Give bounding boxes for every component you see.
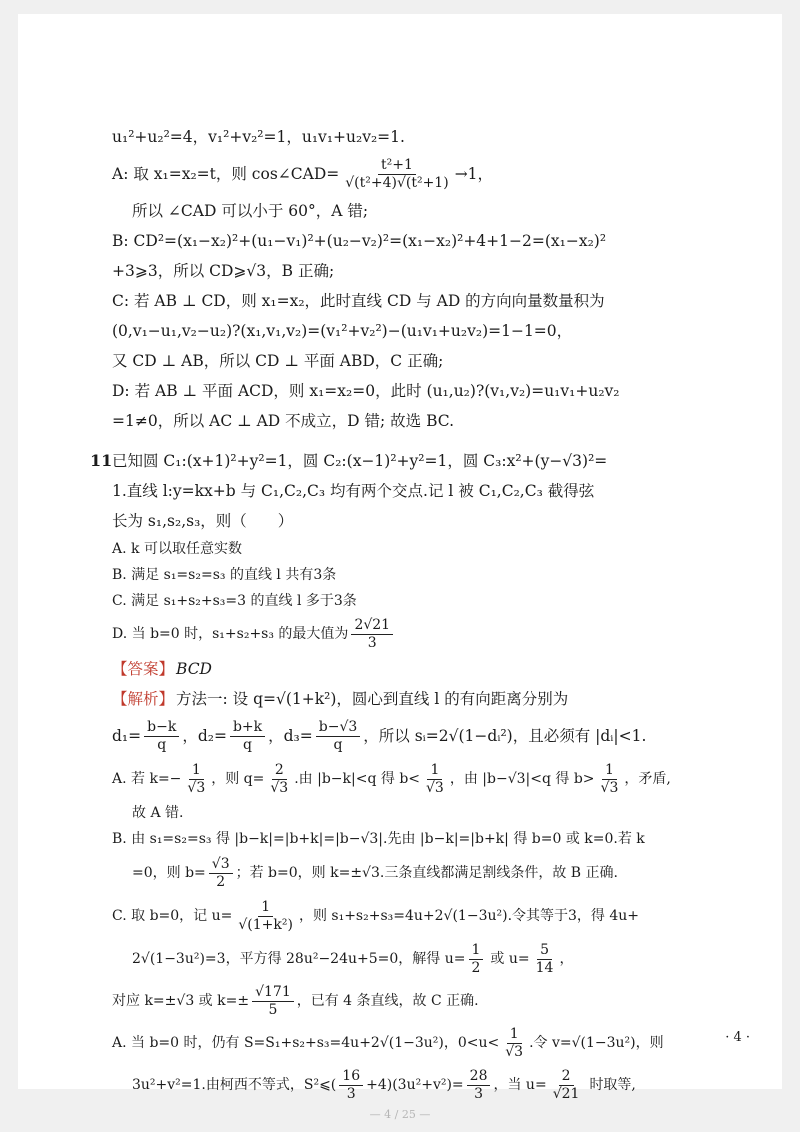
text-line: +3⩾3，所以 CD⩾√3，B 正确;	[112, 261, 335, 280]
fraction: $\frac{b-√3}{q}$	[316, 719, 361, 752]
fraction: $\frac{28}{3}$	[467, 1068, 491, 1101]
option-a: A. k 可以取任意实数	[112, 540, 242, 557]
option-d: D. 当 b=0 时，s₁+s₂+s₃ 的最大值为 $\frac{2√21}{3}$	[112, 614, 712, 654]
fraction: $\frac{1}{√3}$	[426, 762, 444, 796]
fraction: $\frac{√3}{2}$	[209, 856, 233, 889]
analysis-tag: 【解析】	[112, 689, 175, 708]
text-line: 所以 ∠CAD 可以小于 60°，A 错;	[132, 201, 369, 220]
fraction: $\frac{5}{14}$	[535, 942, 554, 976]
fraction: $\frac{b+k}{q}$	[230, 719, 265, 752]
analysis-line: C. 取 b=0，记 u= $\frac{1}{\text{√(1+k²)}}$ ，则 s₁+s₂+s₃=4u+2√(1−3u²).令其等于3，得 4u+	[112, 899, 640, 933]
answer-value: BCD	[176, 659, 212, 678]
question-stem: 长为 s₁,s₂,s₃，则（ ）	[112, 511, 294, 530]
page-number: · 4 ·	[725, 1030, 750, 1045]
text-line: A: 取 x₁=x₂=t，则 cos∠CAD= $\frac{\text{t²+1}}{\text{√(t²+4)√(t²+1)}}$ →1，	[112, 157, 494, 191]
fraction: $\frac{2√21}{3}$	[351, 617, 393, 650]
answer-line	[112, 654, 712, 684]
text-line: D: 若 AB ⊥ 平面 ACD，则 x₁=x₂=0，此时 (u₁,u₂)?(v₁,v₂)=u₁v₁+u₂v₂	[112, 381, 620, 400]
analysis-line: A. 若 k=− $\frac{1}{√3}$ ，则 q= $\frac{2}{√3}$ .由 |b−k|<q 得 b< $\frac{1}{√3}$ ，由 |b−√3|<q 得 b> $\frac{1}{√3}$ ，矛盾,	[112, 762, 671, 796]
fraction: $\frac{1}{2}$	[469, 942, 484, 975]
text-line: 又 CD ⊥ AB，所以 CD ⊥ 平面 ABD，C 正确;	[112, 351, 444, 370]
fraction: $\frac{2}{√3}$	[270, 762, 289, 796]
fraction: $\frac{1}{√3}$	[187, 762, 206, 796]
text-line: u₁²+u₂²=4，v₁²+v₂²=1，u₁v₁+u₂v₂=1.	[112, 127, 405, 146]
fraction: $\frac{b-k}{q}$	[144, 719, 179, 752]
analysis-line: 【解析】 方法一: 设 q=√(1+k²)，圆心到直线 l 的有向距离分别为	[112, 689, 569, 708]
analysis-line: =0，则 b= $\frac{√3}{2}$ ；若 b=0，则 k=±√3.三条直线都满足割线条件，故 B 正确.	[132, 856, 618, 890]
fraction: $\frac{2}{√21}$	[552, 1068, 580, 1102]
text-line: (0,v₁−u₁,v₂−u₂)?(x₁,v₁,v₂)=(v₁²+v₂²)−(u₁v₁+u₂v₂)=1−1=0，	[112, 321, 573, 340]
question-stem: 1.直线 l:y=kx+b 与 C₁,C₂,C₃ 均有两个交点.记 l 被 C₁,C₂,C₃ 截得弦	[112, 481, 595, 500]
analysis-line: 3u²+v²=1.由柯西不等式，S²⩽( $\frac{16}{3}$ +4)(3u²+v²)= $\frac{28}{3}$ ，当 u= $\frac{2}{√21}$ 时取等,	[132, 1068, 636, 1102]
fraction: $\frac{1}{\text{√(1+k²)}}$	[238, 899, 293, 933]
analysis-line: A. 当 b=0 时，仍有 S=S₁+s₂+s₃=4u+2√(1−3u²)，0<u< $\frac{1}{√3}$ .令 v=√(1−3u²)，则	[112, 1026, 664, 1060]
analysis-line: 对应 k=±√3 或 k=± $\frac{√171}{5}$ ，已有 4 条直线，故 C 正确.	[112, 984, 479, 1018]
solution-content	[90, 122, 712, 1106]
option-c: C. 满足 s₁+s₂+s₃=3 的直线 l 多于3条	[112, 592, 357, 609]
fraction: $\frac{1}{√3}$	[600, 762, 619, 796]
text-line: C: 若 AB ⊥ CD，则 x₁=x₂，此时直线 CD 与 AD 的方向向量数量积为	[112, 291, 605, 310]
fraction: $\frac{1}{√3}$	[505, 1026, 524, 1060]
page-indicator: — 4 / 25 —	[369, 1108, 431, 1121]
analysis-line: 2√(1−3u²)=3，平方得 28u²−24u+5=0，解得 u= $\frac{1}{2}$ 或 u= $\frac{5}{14}$ ，	[132, 942, 574, 976]
text-line: B: CD²=(x₁−x₂)²+(u₁−v₁)²+(u₂−v₂)²=(x₁−x₂)²+4+1−2=(x₁−x₂)²	[112, 231, 607, 250]
analysis-line: 故 A 错.	[132, 804, 184, 821]
fraction: $\frac{16}{3}$	[339, 1068, 363, 1101]
analysis-line: B. 由 s₁=s₂=s₃ 得 |b−k|=|b+k|=|b−√3|.先由 |b−k|=|b+k| 得 b=0 或 k=0.若 k	[112, 830, 645, 847]
question-stem: 11 已知圆 C₁:(x+1)²+y²=1，圆 C₂:(x−1)²+y²=1，圆 C₃:x²+(y−√3)²=	[90, 450, 608, 470]
option-b: B. 满足 s₁=s₂=s₃ 的直线 l 共有3条	[112, 566, 337, 583]
text-line: =1≠0，所以 AC ⊥ AD 不成立，D 错; 故选 BC.	[112, 411, 454, 430]
question-number: 11	[90, 450, 113, 470]
fraction: $\frac{√171}{5}$	[252, 984, 294, 1017]
fraction: $\frac{\text{t²+1}}{\text{√(t²+4)√(t²+1)}}$	[345, 157, 449, 191]
analysis-line: d₁= $\frac{b-k}{q}$ ，d₂= $\frac{b+k}{q}$ ，d₃= $\frac{b-√3}{q}$ ，所以 sᵢ=2√(1−dᵢ²)，且必须有 |dᵢ|<1.	[112, 719, 647, 753]
answer-tag: 【答案】	[112, 659, 175, 678]
